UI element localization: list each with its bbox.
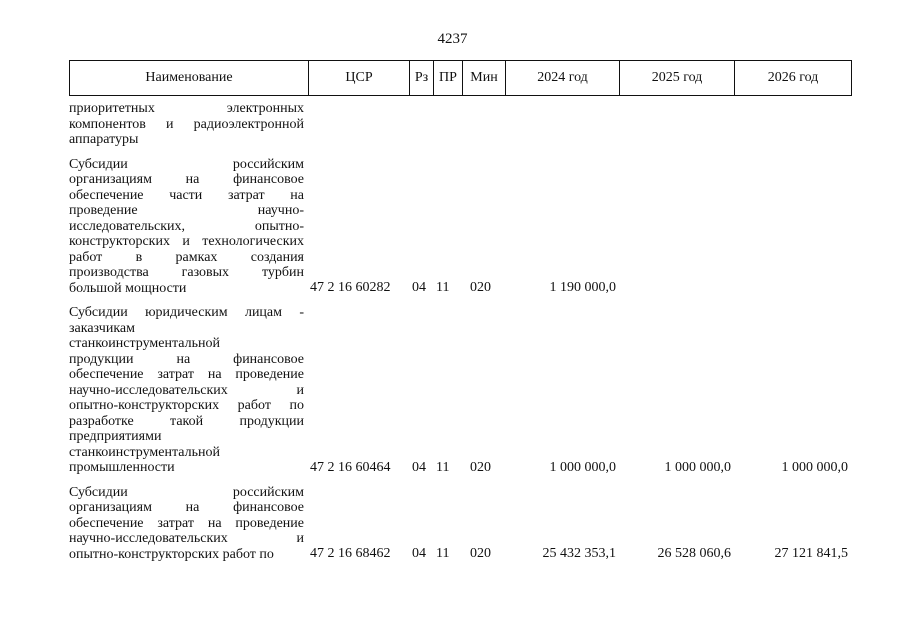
row-name-line: научно-исследовательских и <box>69 382 304 398</box>
cell-pr: 11 <box>436 459 450 475</box>
row-name-line: организациям на финансовое <box>69 172 304 187</box>
header-min: Мин <box>463 61 506 95</box>
header-pr: ПР <box>434 61 463 95</box>
row-name <box>69 157 304 297</box>
row-name-line: опытно-конструкторских работ по <box>69 398 304 413</box>
row-name-line: научно-исследовательских и <box>69 531 304 546</box>
cell-rz: 04 <box>412 546 426 561</box>
page-number: 4237 <box>437 31 468 47</box>
cell-2025: 26 528 060,6 <box>657 546 731 561</box>
table-header <box>69 60 852 96</box>
row-name-line: приоритетных электронных <box>69 101 304 116</box>
row-name-line: большой мощности <box>69 280 187 296</box>
table-row <box>69 485 852 563</box>
row-name <box>69 305 304 476</box>
cell-2024: 1 190 000,0 <box>549 280 616 295</box>
row-name-line: разработке такой продукции <box>69 413 304 429</box>
header-name: Наименование <box>70 61 309 95</box>
row-name-line: проведение научно- <box>69 203 304 218</box>
row-name-line: обеспечение затрат на проведение <box>69 367 304 382</box>
header-2024: 2024 год <box>506 61 620 95</box>
row-name-line: Субсидии юридическим лицам - <box>69 305 304 320</box>
row-name-line: продукции на финансовое <box>69 351 304 367</box>
row-values <box>69 546 852 562</box>
row-name-line: обеспечение затрат на проведение <box>69 515 304 531</box>
table-body <box>69 101 852 562</box>
row-values <box>69 460 852 476</box>
header-rz: Рз <box>410 61 434 95</box>
row-name-line: станкоинструментальной <box>69 444 220 460</box>
cell-2025: 1 000 000,0 <box>664 459 731 475</box>
cell-csr: 47 2 16 60464 <box>310 459 391 475</box>
cell-csr: 47 2 16 68462 <box>310 546 391 561</box>
row-name-line: производства газовых турбин <box>69 265 304 280</box>
row-name-line: заказчикам <box>69 320 135 336</box>
header-2026: 2026 год <box>767 70 819 85</box>
row-name-line: конструкторских и технологических <box>69 234 304 249</box>
budget-table <box>69 60 852 571</box>
cell-csr: 47 2 16 60282 <box>310 280 391 295</box>
row-values <box>69 280 852 296</box>
cell-pr: 11 <box>436 280 450 295</box>
header-csr: ЦСР <box>309 61 410 95</box>
row-name-line: Субсидии российским <box>69 484 304 500</box>
row-name-line: опытно-конструкторских работ по <box>69 546 274 562</box>
cell-2024: 1 000 000,0 <box>549 459 616 475</box>
row-name-line: промышленности <box>69 460 175 475</box>
row-name-line: предприятиями <box>69 429 162 444</box>
cell-min: 020 <box>470 280 491 295</box>
row-name-line: работ в рамках создания <box>69 249 304 265</box>
cell-pr: 11 <box>436 546 450 561</box>
cell-2026: 27 121 841,5 <box>774 546 848 561</box>
cell-rz: 04 <box>412 459 426 475</box>
row-name-line: Субсидии российским <box>69 156 304 172</box>
header-2025: 2025 год <box>620 61 735 95</box>
cell-min: 020 <box>470 546 491 561</box>
row-name-line: аппаратуры <box>69 132 139 147</box>
row-values <box>69 132 852 148</box>
row-name-line: обеспечение части затрат на <box>69 187 304 203</box>
row-name-line: компонентов и радиоэлектронной <box>69 116 304 132</box>
table-row <box>69 157 852 297</box>
cell-rz: 04 <box>412 280 426 295</box>
table-row <box>69 305 852 476</box>
table-row <box>69 101 852 148</box>
row-name-line: организациям на финансовое <box>69 500 304 515</box>
row-name-line: исследовательских, опытно- <box>69 218 304 234</box>
cell-2024: 25 432 353,1 <box>542 546 616 561</box>
row-name-line: станкоинструментальной <box>69 336 220 351</box>
cell-2026: 1 000 000,0 <box>781 459 848 475</box>
cell-min: 020 <box>470 459 491 475</box>
